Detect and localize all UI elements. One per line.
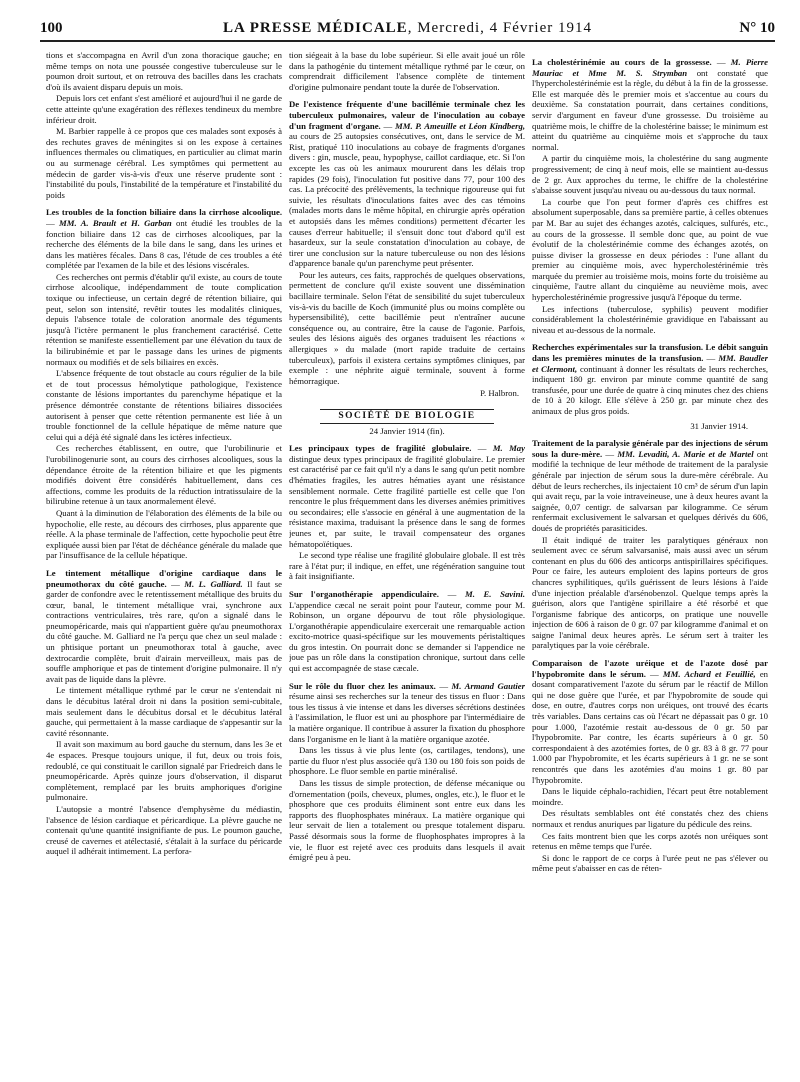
- article-text: résume ainsi ses recherches sur la teneur des tissus en fluor : Dans tous les tissus à vie intense et dans les diverses sécrétions destinées à l'assimilation, le fluor est uni au phosphore par l'intermédiaire de la matière organique. Il contribue à assurer la fixation du phosphore dans l'organisme en le liant à la matière organique azotée.: [289, 691, 525, 744]
- article-text: en dosant comparativement l'azote du sérum par le réactif de Millon qui ne dose guère que l'urée, et par l'hypobromite de soude qui dose, en outre, d'autres corps non uréiques, ont trouvé des écarts très variables. Dans certains cas où l'écart ne dépassait pas 0 gr. 10 pour 1.000, l'azotémie restait au-dessous de 0 gr. 50 par l'hypobromite. Par contre, les écarts supérieurs à 0 gr. 50 correspondaient à des azotémies fortes, de 0 gr. 83 à 8 gr. 77 pour 1.000 par l'hypobromite, et les écarts supérieurs à 1 gr. ne se sont rencontrés que dans les azotémies d'au moins 1 gr. 80 par l'hypobromite.: [532, 668, 768, 785]
- article-paragraph: Sur l'organothérapie appendiculaire. — M. E. Savini. L'appendice cæcal ne serait point pour l'auteur, comme pour M. Robinson, un organe dépourvu de tout rôle physiologique. L'organothérapie appendiculaire exercerait une remarquable action excito-motrice quasi-spécifique sur les mouvements péristaltiques du gros intestin. On pourrait donc se demander si l'appendice ne joue pas un rôle dans la constipation chronique, surtout dans celle qui est accompagnée de stase cæcale.: [289, 588, 525, 674]
- paragraph: Ces faits montrent bien que les corps azotés non uréiques sont retenus en même temps que l'urée.: [532, 830, 768, 852]
- article-authors: M. Armand Gautier: [451, 680, 525, 691]
- article-paragraph: Sur le rôle du fluor chez les animaux. — M. Armand Gautier résume ainsi ses recherches sur la teneur des tissus en fluor : Dans tous les tissus à vie intense et dans les diverses sécrétions destinées à l'assimilation, le fluor est uni au phosphore par l'intermédiaire de la matière organique. Il contribue à assurer la fixation du phosphore dans l'organisme en le liant à la matière organique azotée.: [289, 680, 525, 744]
- paragraph: Il avait son maximum au bord gauche du sternum, dans les 3e et 4e espaces. Presque toujours unique, il fut, deux ou trois fois, redoublé, ce qui constituait le carillon signalé par Friedreich dans le pneumopéricarde. Après quinze jours d'observation, il disparut complètement, remplacé par les bruits amphoriques d'origine pulmonaire.: [46, 739, 282, 803]
- paragraph: Le tintement métallique rythmé par le cœur ne s'entendait ni dans le décubitus latéral droit ni dans la position semi-cubitale, mais seulement dans le décubitus dorsal et le décubitus latéral gauche, qui permettaient à la masse cardiaque de s'appesantir sur la cavité résonnante.: [46, 685, 282, 738]
- paragraph: Le second type réalise une fragilité globulaire globale. Il est très rare à l'état pur; il indique, en effet, une régénération sanguine tout à fait insignifiante.: [289, 550, 525, 582]
- article-paragraph: Les principaux types de fragilité globulaire. — M. May distingue deux types principaux de fragilité globulaire. Le premier est caractérisé par ce fait qu'il n'y a dans le sang qu'un petit nombre d'hématies fragiles, les autres hématies ayant une résistance sensiblement normale. Cette fragilité partielle est celle que l'on rencontre le plus fréquemment dans les diverses anémies primitives ou secondaires; elle s'associe en général à une augmentation de la résistance maxima, traduisant la présence dans le sang de formes jeunes et, par suite, le travail compensateur des organes hématopoïétiques.: [289, 443, 525, 549]
- article-text: continuant à donner les résultats de leurs recherches, indiquent 180 gr. environ par minute comme quantité de sang transfusée, pour une durée de quatre à cinq minutes chez des chiens de 10 à 20 kilogr. Elle s'élève à 250 gr. par minute chez des animaux de plus gros poids.: [532, 363, 768, 416]
- article-text: ont étudié les troubles de la fonction biliaire dans 12 cas de cirrhoses alcooliques, par la recherche des éléments de la bile dans le sang, dans les urines et dans les matières fécales. Dans 8 cas, l'étude de ces troubles a été complétée par l'examen de la bile et des lésions viscérales.: [46, 217, 282, 271]
- article-title: La cholestérinémie au cours de la grossesse.: [532, 57, 712, 67]
- paragraph: Les infections (tuberculose, syphilis) peuvent modifier considérablement la cholestérinémie gravidique en l'abaissant au niveau et au-dessous de la normale.: [532, 303, 768, 335]
- paragraph: Ces recherches établissent, en outre, que l'urobilinurie et l'urobilinogenurie sont, au cours des cirrhoses alcooliques, sous la dépendance étroite de la rétention biliaire et que les pigments modifiés doivent être considérés habituellement, dans ces affections, comme les produits de la réduction intratissulaire de la bilirubine retenue à un taux anormalement élevé.: [46, 443, 282, 507]
- paragraph: Dans le liquide céphalo-rachidien, l'écart peut être notablement moindre.: [532, 786, 768, 807]
- paragraph: Pour les auteurs, ces faits, rapprochés de quelques observations, permettent de conclure qu'il existe souvent une dissémination bacillaire terminale. Selon l'état de sensibilité du sujet tuberculeux vis-à-vis du bacille de Koch (immunité plus ou moins complète ou hypersensibilité), cette bacillémie peut n'entraîner aucune conséquence ou, au contraire, être la cause de l'agonie. Parfois, seules des lésions aiguës des organes traduisent les réactions « allergiques » du malade (mort rapide traduite de certains tuberculeux), parfois il existera certains symptômes cliniques, par exemple : une néphrite aiguë terminale, souvent à forme hémorragique.: [289, 269, 525, 386]
- paragraph: M. Barbier rappelle à ce propos que ces malades sont exposés à des rechutes graves de méningites si on les expose à certaines influences thermales ou climatiques, en particulier au climat marin ou au surmenage cérébral. Les symptômes qui permettent au médecin de garder vis-à-vis d'eux une réserve prudente sont : l'instabilité du pouls, l'instabilité de la température et l'instabilité du poids: [46, 126, 282, 200]
- paragraph: Des résultats semblables ont été constatés chez des chiens normaux et rendus anuriques par ligature du pédicule des reins.: [532, 808, 768, 829]
- article-text: au cours de 25 autopsies consécutives, ont, dans le service de M. Rist, pratiqué 110 inoculations au cobaye de fragments d'organes divers : gin, muscle, peau, hypophyse, caillot cardiaque, etc. Si l'on excepte les cas où les animaux moururent dans les délais trop rapides (29 fois), l'inoculation fut positive dans 77, pour 100 des cas. La précocité des prélèvements, la technique rigoureuse qui fut suivie, les résultats d'inoculations faites avec des cas témoins (malades morts dans le même hôpital, en chirurgie après opération et autopsiés dans les mêmes conditions) permettent d'écarter les causes d'erreur habituelle; il s'ensuit donc tout d'abord qu'il est hasardeux, sur la seule constatation d'inoculation au cobaye, de tirer une conclusion sur la nature tuberculeuse ou non des lésions d'apparence banale qu'un parenchyme peut présenter.: [289, 131, 525, 269]
- article-authors: MM. Baudler et Clermont,: [532, 353, 768, 374]
- article-title: Le tintement métallique d'origine cardiaque dans le pneumothorax du côté gauche.: [46, 567, 282, 589]
- session-date: 31 Janvier 1914.: [690, 420, 748, 431]
- article-paragraph: La cholestérinémie au cours de la grossesse. — M. Pierre Mauriac et Mme M. S. Strymban ont constaté que l'hypercholestérinémie est la règle, du début à la fin de la grossesse. Elle est marquée dès le premier mois et s'accentue au cours du deuxième. Sa constatation pourrait, dans certaines conditions, servir d'argument en faveur d'une grossesse. Du troisième au quatrième mois, le chiffre de la cholestérine baisse; le minimum est atteint du quatrième au cinquième mois et s'approche du taux normal.: [532, 57, 768, 152]
- article-authors: M. L. Galliard.: [184, 578, 243, 589]
- paragraph: tions et s'accompagna en Avril d'un zona thoracique gauche; en même temps on nota une poussée congestive tuberculeuse sur le poumon droit surtout, et on retrouva des bacilles dans les crachats d'où ils avaient disparu depuis un mois.: [46, 50, 282, 92]
- paragraph: Ces recherches ont permis d'établir qu'il existe, au cours de toute cirrhose alcoolique, indépendamment de toute complication toxique ou infectieuse, un certain degré de rétention biliaire, qui peut, selon son intensité, revêtir toutes les modalités cliniques, depuis l'absence totale de coloration anormale des téguments jusqu'à l'ictère permanent le plus franchement caractérisé. Cette rétention se manifeste essentiellement par une élévation du taux de la bilirubinémie et par le passage dans les urines de pigments normaux ou modifiés et de sels biliaires en excès.: [46, 271, 282, 367]
- paragraph: Quant à la diminution de l'élaboration des éléments de la bile ou hypocholie, elle reste, au décours des cirrhoses, plus apparente que réelle. A la phase terminale de l'affection, cette hypocholie peut être expliquée aussi bien par l'état de déchéance générale du malade que par l'insuffisance de la cellule hépatique.: [46, 507, 282, 561]
- article-authors: MM. A. Brault et H. Garban: [59, 217, 172, 228]
- paragraph: Il était indiqué de traiter les paralytiques généraux non seulement avec ce sérum salvarsanisé, mais aussi avec un sérum contenant en plus du 606 des anticorps antispirillaires spécifiques. Pour ce faire, les auteurs emploient des lapins porteurs de gros chancres syphilitiques, qu'ils guérissent de leurs lésions à l'aide d'une injection préalable d'arsénobenzol. Quelque temps après la guérison, alors que l'antigène spirillaire a été résorbé et que l'organisme fabrique des anticorps, on pratique une nouvelle injection de 606 à raison de 0 gr. 07 par kilogramme d'animal et on saigne l'animal deux heures après. Le sérum sert à traiter les paralytiques par la voie cérébrale.: [532, 534, 768, 651]
- article-text: ont modifié la technique de leur méthode de traitement de la paralysie générale par injection de sérum sous la dure-mère cérébrale. Au début de leurs recherches, ils injectaient 10 cm³ de sérum d'un lapin qui avait reçu, par la voie intraveineuse, une à deux heures avant la saignée, 0,07 centigr. de salvarsan par kilogramme. Ce sérum renfermait exclusivement le salvarsan et quelques dérivés du 606, doués de propriétés parasiticides.: [532, 448, 768, 533]
- article-paragraph: Traitement de la paralysie générale par des injections de sérum sous la dure-mère. — MM. Levaditi, A. Marie et de Martel ont modifié la technique de leur méthode de traitement de la paralysie générale par injection de sérum sous la dure-mère cérébrale. Au début de leurs recherches, ils injectaient 10 cm³ de sérum d'un lapin qui avait reçu, par la voie intraveineuse, une à deux heures avant la saignée, 0,07 centigr. de salvarsan par kilogramme. Ce sérum renfermait exclusivement le salvarsan et quelques dérivés du 606, doués de propriétés parasiticides.: [532, 438, 768, 533]
- issue-number: N° 10: [739, 20, 775, 36]
- section-title: SOCIÉTÉ DE BIOLOGIE: [320, 409, 493, 424]
- paragraph: Si donc le rapport de ce corps à l'urée peut ne pas s'élever ou même peut s'abaisser en cas de réten-: [532, 852, 768, 874]
- page-header: [40, 18, 775, 42]
- article-authors: M. E. Savini.: [464, 588, 525, 599]
- article-authors: MM. Levaditi, A. Marie et de Martel: [617, 448, 754, 459]
- session-date: 24 Janvier 1914 (fin).: [369, 425, 445, 436]
- article-authors: M. Pierre Mauriac et Mme M. S. Strymban: [532, 57, 768, 78]
- paragraph: Dans les tissus de simple protection, de défense mécanique ou d'ornementation (poils, cheveux, plumes, ongles, etc.), le fluor et le phosphore que ces produits éliminent sont entre eux dans les rapports des fluophosphates minéraux. La matière organique qui leur servait de lien a totalement ou presque totalement disparu. Passé désormais sous la forme de fluophosphates impropres à la vie, le fluor est rejeté avec ces produits dans lesquels il avait émigré peu à peu.: [289, 778, 525, 863]
- paragraph: Dans les tissus à vie plus lente (os, cartilages, tendons), une partie du fluor n'est plus associée qu'à 130 ou 180 fois son poids de phosphore. Le fluor semble en partie minéralisé.: [289, 745, 525, 777]
- article-paragraph: Comparaison de l'azote uréique et de l'azote dosé par l'hypobromite dans le sérum. — MM. Achard et Feuillié, en dosant comparativement l'azote du sérum par le réactif de Millon qui ne dose guère que l'urée, et par l'hypobromite de soude qui dose, en outre, d'autres corps non uréiques, ont trouvé des écarts très variables. Dans certains cas où l'écart ne dépassait pas 0 gr. 10 pour 1.000, l'azotémie restait au-dessous de 0 gr. 50 par l'hypobromite. Par contre, les écarts supérieurs à 0 gr. 50 correspondaient à des azotémies fortes, de 0 gr. 83 à 8 gr. 77 pour 1.000 par l'hypobromite, et les écarts supérieurs à 1 gr. ne se sont rencontrés que dans les azotémies d'au moins 1 gr. 80 par l'hypobromite.: [532, 658, 768, 785]
- section-heading: [289, 409, 525, 424]
- article-title: Les principaux types de fragilité globulaire.: [289, 443, 472, 454]
- article-paragraph: De l'existence fréquente d'une bacillémie terminale chez les tuberculeux pulmonaires, valeur de l'inoculation au cobaye d'un fragment d'organe. — MM. P. Ameuille et Léon Kindberg, au cours de 25 autopsies consécutives, ont, dans le service de M. Rist, pratiqué 110 inoculations au cobaye de fragments d'organes divers : gin, muscle, peau, hypophyse, caillot cardiaque, etc. Si l'on excepte les cas où les animaux moururent dans les délais trop rapides (29 fois), l'inoculation fut positive dans 77, pour 100 des cas. La précocité des prélèvements, la technique rigoureuse qui fut suivie, les résultats d'inoculations faites avec des cas témoins (malades morts dans le même hôpital, en chirurgie après opération et autopsiés dans les mêmes conditions) permettent d'écarter les causes d'erreur habituelle; il s'ensuit donc tout d'abord qu'il est hasardeux, sur la seule constatation d'inoculation au cobaye, de tirer une conclusion sur la nature tuberculeuse ou non des lésions d'apparence banale qu'un parenchyme peut présenter.: [289, 99, 525, 269]
- article-title: Sur le rôle du fluor chez les animaux.: [289, 680, 436, 691]
- column-middle: [289, 50, 525, 1074]
- article-title: Sur l'organothérapie appendiculaire.: [289, 588, 439, 599]
- paragraph: L'autopsie a montré l'absence d'emphysème du médiastin, l'absence de lésion cardiaque et péricardique. La plèvre gauche ne contenait qu'une quantité insignifiante de pus. Le poumon gauche, creusé de cavernes et atélectasié, s'étalait à la surface du péricarde auquel il adhérait intimement. La perfora-: [46, 803, 282, 857]
- article-title: Recherches expérimentales sur la transfusion. Le débit sanguin dans les premières minutes de la transfusion.: [532, 342, 768, 364]
- paragraph: L'absence fréquente de tout obstacle au cours régulier de la bile et de tout processus hémolytique pathologique, l'existence constante de lésions importantes du parenchyme hépatique et la présence démontrée constante de rétentions biliaires dissociées autorisent à penser que cette rétention permanente est liée à un trouble fonctionnel de la cellule hépatique de même nature que celui qui a déjà été signalé dans les ictères infectieux.: [46, 368, 282, 442]
- paragraph: La courbe que l'on peut former d'après ces chiffres est absolument superposable, dans sa première partie, à celles obtenues par M. Bar au sujet des échanges azotés, calciques, sulfurés, etc., au cours de la grossesse. Il semble donc que, au point de vue évolutif de la cholestérinémie comme des échanges azotés, on puisse diviser la grossesse en deux périodes : l'une allant du premier au cinquième mois, avec hypercholestérinémie très marquée du premier au troisième mois, moins forte du troisième au cinquième, l'autre allant du cinquième au neuvième mois, avec hypercholestérinémie progressive jusqu'à l'époque du terme.: [532, 196, 768, 303]
- article-authors: M. May: [492, 443, 525, 454]
- article-title: Les troubles de la fonction biliaire dans la cirrhose alcoolique.: [46, 207, 282, 218]
- page-number: 100: [40, 20, 63, 36]
- journal-title: LA PRESSE MÉDICALE: [222, 20, 408, 36]
- paragraph: Depuis lors cet enfant s'est amélioré et aujourd'hui il ne garde de cette atteinte qu'une exagération des réflexes tendineux du membre inférieur droit.: [46, 93, 282, 125]
- paragraph: tion siégeait à la base du lobe supérieur. Si elle avait joué un rôle dans la pathogénie du tintement métallique rythmé par le cœur, on comprendrait difficilement l'absence complète de tintement d'origine pulmonaire pendant toute la durée de l'observation.: [289, 50, 525, 92]
- issue-date: , Mercredi, 4 Février 1914: [407, 20, 592, 36]
- article-paragraph: Recherches expérimentales sur la transfusion. Le débit sanguin dans les premières minutes de la transfusion. — MM. Baudler et Clermont, continuant à donner les résultats de leurs recherches, indiquent 180 gr. environ par minute comme quantité de sang transfusée, pour une durée de quatre à cinq minutes chez des chiens de 10 à 20 kilogr. Elle s'élève à 250 gr. par minute chez des animaux de plus gros poids.: [532, 342, 768, 416]
- article-paragraph: Le tintement métallique d'origine cardiaque dans le pneumothorax du côté gauche. — M. L. Galliard. Il faut se garder de confondre avec le retentissement métallique des bruits du cœur, banal, le tintement métallique vrai, synchrone aux contractions ventriculaires, très rare, qu'on a signalé dans le pneumopéricarde, mais qui n'appartient guère qu'au pneumothorax du côté gauche. M. Galliard ne l'a perçu que chez un seul malade : un phtisique portant un pneumothorax total à gauche, avec dextrocardie complète, bruit d'airain merveilleux, mais pas de souffle amphorique et pas de tintement d'origine pulmonaire. Il n'y avait pas de liquide dans la plèvre.: [46, 567, 282, 684]
- signature: P. Halbron.: [480, 388, 519, 399]
- paragraph: A partir du cinquième mois, la cholestérine du sang augmente progressivement; de cinq à neuf mois, elle se maintient au-dessus de 2 gr. Aux approches du terme, le chiffre de la cholestérine s'abaisse souvent jusqu'au niveau ou au-dessous du taux normal.: [532, 153, 768, 196]
- article-authors: MM. P. Ameuille et Léon Kindberg,: [395, 120, 525, 131]
- column-left: [46, 50, 282, 1074]
- article-text: distingue deux types principaux de fragilité globulaire. Le premier est caractérisé par ce fait qu'il n'y a dans le sang qu'un petit nombre d'hématies fragiles, les autres hématies ayant une résistance sensiblement normale. Cette fragilité partielle est celle que l'on rencontre le plus fréquemment dans les diverses anémies primitives ou secondaires; elle s'associe en général à une augmentation de la résistance maxima, traduisant la présence dans le sang de formes jeunes et, par suite, le travail compensateur des organes hématopoïétiques.: [289, 453, 525, 549]
- journal-title-line: [40, 20, 775, 37]
- column-right: [532, 50, 768, 1074]
- article-text: Il faut se garder de confondre avec le retentissement métallique des bruits du cœur, banal, le tintement métallique vrai, synchrone aux contractions ventriculaires, très rare, qu'on a signalé dans le pneumopéricarde, mais qui n'appartient guère qu'au pneumothorax du côté gauche. M. Galliard ne l'a perçu que chez un seul malade : un phtisique portant un pneumothorax total à gauche, avec dextrocardie complète, bruit d'airain merveilleux, mais pas de souffle amphorique et pas de tintement d'origine pulmonaire. Il n'y avait pas de liquide dans la plèvre.: [46, 578, 282, 684]
- article-title: Comparaison de l'azote uréique et de l'azote dosé par l'hypobromite dans le sérum.: [532, 658, 768, 679]
- article-text: ont constaté que l'hypercholestérinémie est la règle, du début à la fin de la grossesse. Elle est marquée dès le premier mois et s'accentue au cours du deuxième. Sa constatation pourrait, dans certaines conditions, servir d'argument en faveur d'une grossesse. Du troisième au quatrième mois, le chiffre de la cholestérine baisse; le minimum est atteint du quatrième au cinquième mois et s'approche du taux normal.: [532, 67, 768, 152]
- article-paragraph: Les troubles de la fonction biliaire dans la cirrhose alcoolique. — MM. A. Brault et H. Garban ont étudié les troubles de la fonction biliaire dans 12 cas de cirrhoses alcooliques, par la recherche des éléments de la bile dans le sang, dans les urines et dans les matières fécales. Dans 8 cas, l'étude de ces troubles a été complétée par l'examen de la bile et des lésions viscérales.: [46, 207, 282, 271]
- article-text: L'appendice cæcal ne serait point pour l'auteur, comme pour M. Robinson, un organe dépourvu de tout rôle physiologique. L'organothérapie appendiculaire exercerait une remarquable action excito-motrice quasi-spécifique sur les mouvements péristaltiques du gros intestin. On pourrait donc se demander si l'appendice ne joue pas un rôle dans la constipation chronique, surtout dans celle qui est accompagnée de stase cæcale.: [289, 599, 525, 674]
- article-title: De l'existence fréquente d'une bacillémie terminale chez les tuberculeux pulmonaires, valeur de l'inoculation au cobaye d'un fragment d'organe.: [289, 99, 525, 131]
- article-authors: MM. Achard et Feuillié,: [662, 668, 756, 679]
- article-title: Traitement de la paralysie générale par des injections de sérum sous la dure-mère.: [532, 438, 768, 459]
